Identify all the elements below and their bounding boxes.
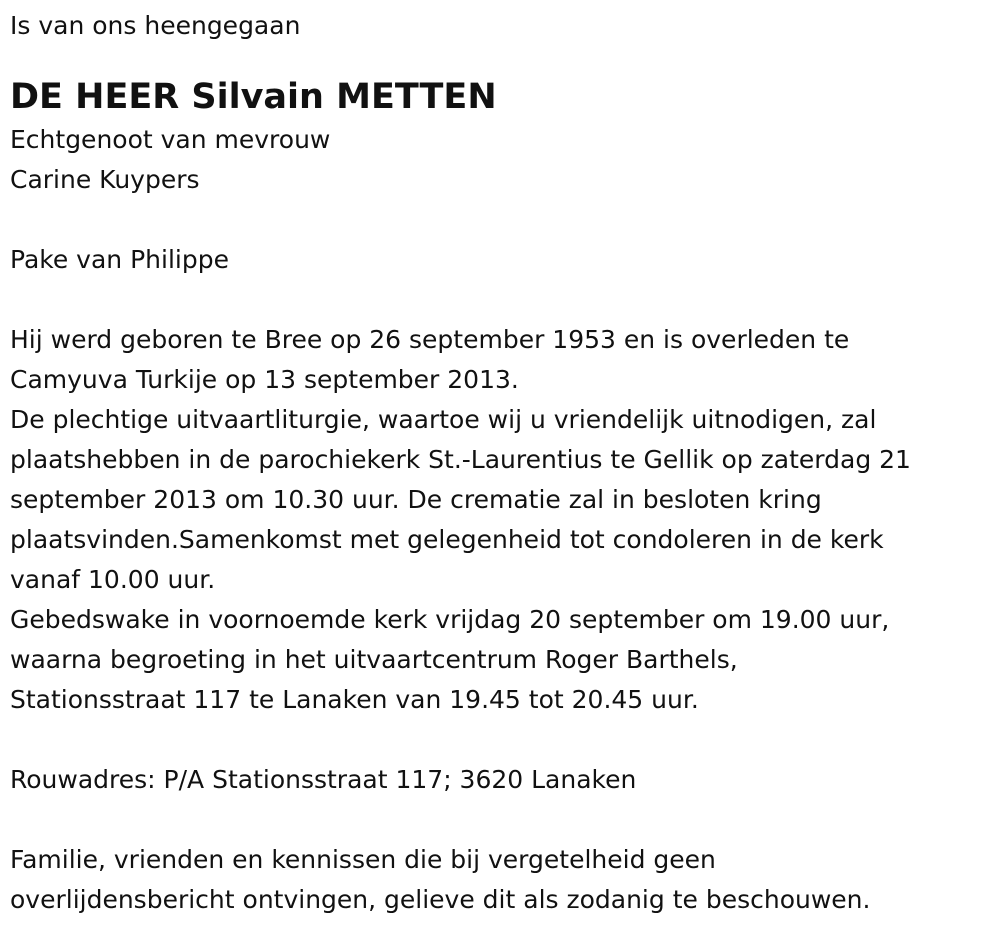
obituary-notice (10, 6, 990, 920)
spouse-name: Carine Kuypers (10, 165, 200, 194)
details-line: Hij werd geboren te Bree op 26 september 1953 en is overleden te (10, 325, 850, 354)
details-line: Camyuva Turkije op 13 september 2013. (10, 365, 519, 394)
details-line: Gebedswake in voornoemde kerk vrijdag 20 september om 19.00 uur, (10, 605, 890, 634)
mourning-address: Rouwadres: P/A Stationsstraat 117; 3620 Lanaken (10, 765, 637, 794)
spacer (10, 800, 990, 840)
intro-text: Is van ons heengegaan (10, 11, 301, 40)
grandparent-line: Pake van Philippe (10, 245, 229, 274)
details-line: waarna begroeting in het uitvaartcentrum Roger Barthels, (10, 645, 738, 674)
spacer (10, 200, 990, 240)
spacer (10, 720, 990, 760)
spacer (10, 280, 990, 320)
details-line: september 2013 om 10.30 uur. De crematie zal in besloten kring (10, 485, 822, 514)
details-line: plaatsvinden.Samenkomst met gelegenheid tot condoleren in de kerk (10, 525, 884, 554)
closing-line: overlijdensbericht ontvingen, gelieve dit als zodanig te beschouwen. (10, 885, 871, 914)
details-line: plaatshebben in de parochiekerk St.-Laurentius te Gellik op zaterdag 21 (10, 445, 911, 474)
closing-line: Familie, vrienden en kennissen die bij vergetelheid geen (10, 845, 716, 874)
details-line: De plechtige uitvaartliturgie, waartoe wij u vriendelijk uitnodigen, zal (10, 405, 877, 434)
spouse-line: Echtgenoot van mevrouw (10, 125, 331, 154)
deceased-name: DE HEER Silvain METTEN (10, 77, 497, 117)
details-line: vanaf 10.00 uur. (10, 565, 216, 594)
details-line: Stationsstraat 117 te Lanaken van 19.45 tot 20.45 uur. (10, 685, 699, 714)
